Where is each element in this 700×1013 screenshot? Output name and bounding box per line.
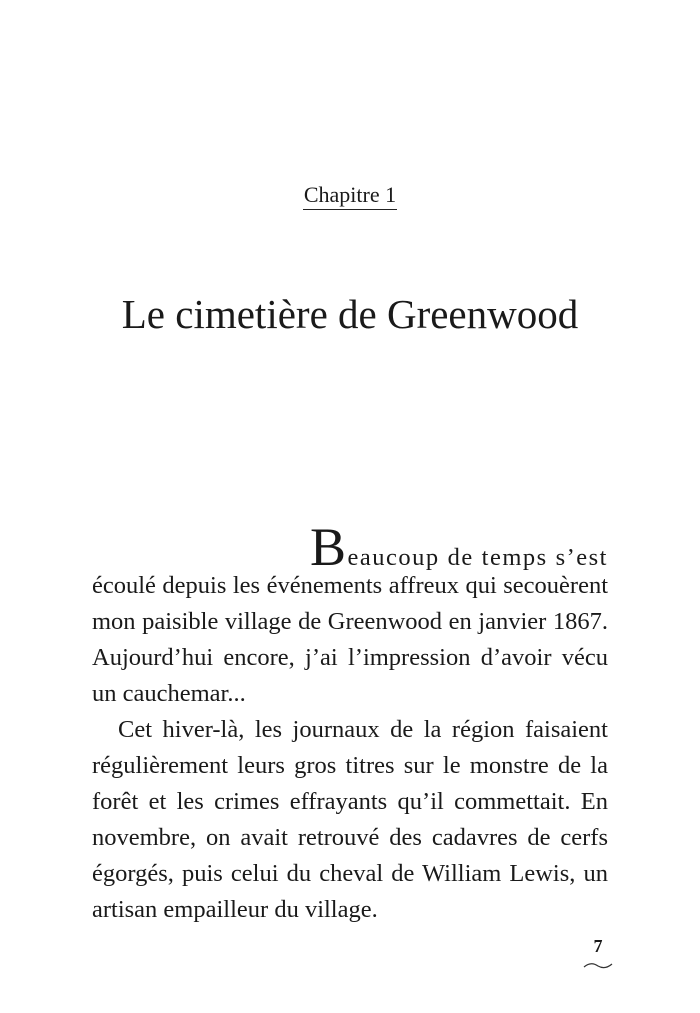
text-line: égorgés, puis celui du cheval de William Lewis, un xyxy=(92,860,608,887)
text-line: forêt et les crimes effrayants qu’il commettait. En xyxy=(92,788,608,815)
text-line: écoulé depuis les événements affreux qui secouèrent xyxy=(92,572,608,599)
text-line: mon paisible village de Greenwood en janvier 1867. xyxy=(92,608,608,635)
text-line: novembre, on avait retrouvé des cadavres de cerfs xyxy=(92,824,608,851)
body-text xyxy=(92,517,608,928)
drop-cap: B xyxy=(310,517,348,577)
text-line: régulièrement leurs gros titres sur le monstre de la xyxy=(92,752,608,779)
wave-ornament-icon xyxy=(583,960,613,970)
page-number: 7 xyxy=(593,936,603,956)
text-line: un cauchemar... xyxy=(92,680,246,707)
chapter-title: Le cimetière de Greenwood xyxy=(121,291,579,337)
chapter-label: Chapitre 1 xyxy=(0,182,700,208)
text-line: artisan empailleur du village. xyxy=(92,896,378,923)
text-line: Cet hiver-là, les journaux de la région faisaient xyxy=(118,716,608,743)
text-line: Aujourd’hui encore, j’ai l’impression d’avoir vécu xyxy=(92,644,608,671)
text-line: Beaucoup de temps s’est xyxy=(310,517,608,577)
